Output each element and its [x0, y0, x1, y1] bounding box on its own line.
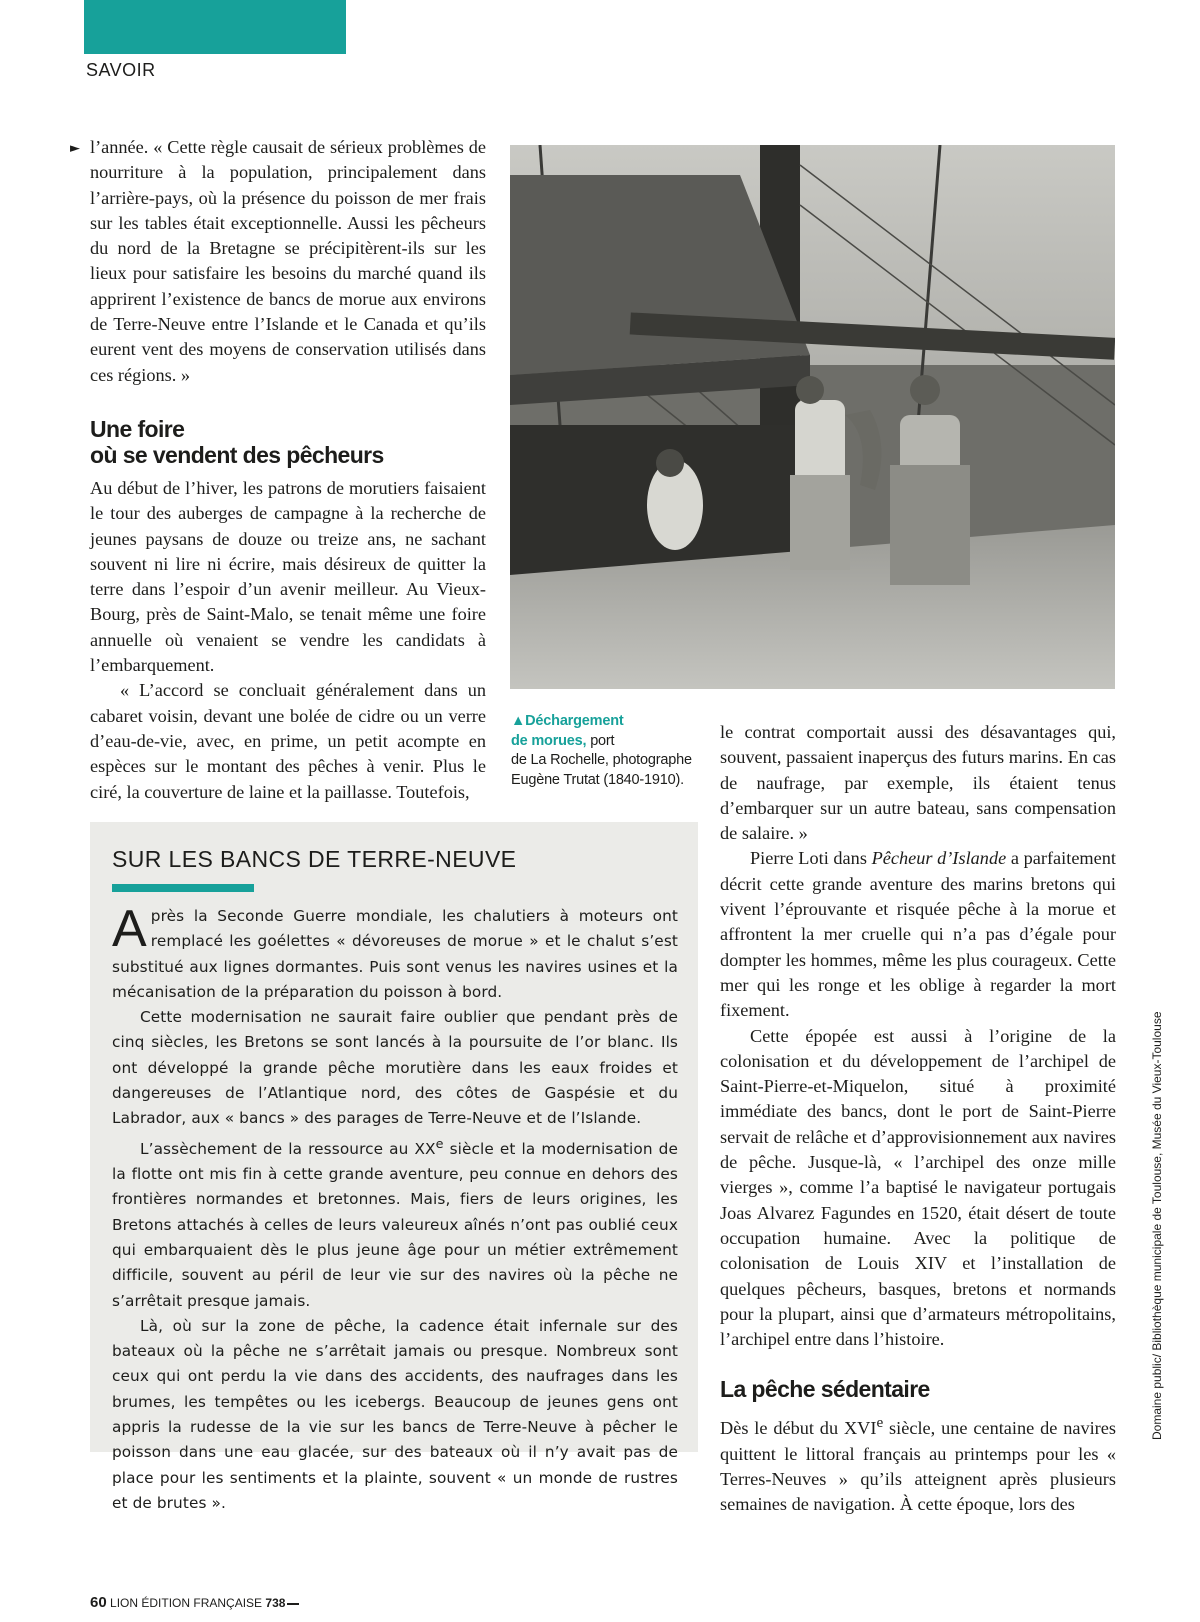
box-paragraph-1 — [112, 900, 678, 1005]
photo-credit: Domaine public/ Bibliothèque municipale de Toulouse, Musée du Vieux-Toulouse — [1150, 1011, 1164, 1440]
p4-text-before: Dès le début du — [720, 1418, 844, 1439]
left-paragraph-1: l’année. « Cette règle causait de sérieux problèmes de nourriture à la population, principalement dans l’arrière-pays, où la présence du poisson de mer frais sur les tables était exceptionnelle. Aussi les pêcheurs du nord de la Bretagne se précipitèrent-ils sur les lieux pour satisfaire les besoins du marché quand ils apprirent l’existence de bancs de morue aux environs de Terre-Neuve entre l’Islande et le Canada et qu’ils eurent vent des moyens de conservation utilisés dans ces régions. » — [90, 137, 486, 385]
caption-tail: port — [586, 732, 615, 749]
left-column — [90, 135, 486, 805]
subhead-foire-line1: Une foire — [90, 415, 185, 442]
book-title: Pêcheur d’Islande — [871, 848, 1007, 869]
continuation-arrow-icon: ► — [70, 141, 80, 156]
photo-illustration — [510, 145, 1115, 689]
box-paragraph-3 — [112, 1132, 678, 1314]
dropcap: A — [112, 900, 147, 958]
caption-head-line1: Déchargement — [525, 713, 624, 729]
right-paragraph-3: Cette épopée est aussi à l’origine de la colonisation et du développement de l’archipel de Saint-Pierre-et-Miquelon, situé à proximité immédiate des bancs, dont le port de Saint-Pierre servait de relâche et d’approvisionnement aux navires de pêche. Jusque-là, « l’archipel des onze mille vierges », comme l’a baptisé le navigateur portugais Joas Alvarez Fagundes en 1520, était désert de toute occupation humaine. Avec la politique de colonisation de Louis XIV et l’installation de quelques pêcheurs, basques, bretons et normands pour la plupart, ainsi que d’armateurs métropolitains, l’archipel entre dans l’histoire. — [720, 1025, 1116, 1350]
right-paragraph-2 — [720, 846, 1116, 1023]
loti-text-after: a parfaitement décrit cette grande aventure des marins bretons qui vivent l’éprouvante et risquée pêche à la morue et affrontent la mer cruelle qui n’a pas d’égale pour dompter les hommes, même les plus courageux. Cette mer qui les ronge et les oblige à regarder la mort fixement. — [720, 848, 1116, 1021]
box-paragraph-1-text: près la Seconde Guerre mondiale, les chalutiers à moteurs ont remplacé les goélettes « dévoreuses de morue » et le chalut s’est substitué aux lignes dormantes. Puis sont venus les navires usines et la mécanisation de la préparation du poisson à bord. — [112, 907, 678, 1001]
right-paragraph-1: le contrat comportait aussi des désavantages qui, souvent, passaient inaperçus des futurs marins. En cas de naufrage, par exemple, ils étaient tenus d’embarquer sur un autre bateau, sans compensation de salaire. » — [720, 722, 1116, 844]
header-accent-bar — [84, 0, 346, 54]
box-paragraph-4: Là, où sur la zone de pêche, la cadence était infernale sur des bateaux où la pêche ne s’arrêtait jamais ou presque. Nombreux sont ceux qui ont perdu la vie dans des accidents, des naufrages dans les brumes, les tempêtes ou les icebergs. Beaucoup de jeunes gens ont appris la rudesse de la vie sur les bancs de Terre-Neuve à pêcher le poisson dans une eau glacée, sur des bateaux où il n’y avait pas de place pour les sentiments et la plainte, souvent « un monde de rustres et de brutes ». — [112, 1316, 678, 1512]
box-p3-sup: e — [435, 1136, 444, 1152]
box-paragraph-2: Cette modernisation ne saurait faire oublier que pendant près de cinq siècles, les Bretons se sont lancés à la poursuite de l’or blanc. Ils ont développé la grande pêche morutière dans les eaux froides et dangereuses de l’Atlantique nord, des côtes de Gaspésie et du Labrador, aux « bancs » des parages de Terre-Neuve et de l’Islande. — [112, 1008, 678, 1128]
photo-caption — [511, 712, 711, 790]
p4-text-after: siècle, une centaine de navires quittent le littoral français au printemps pour les « Terres-Neuves » qu’ils atteignent après plusieurs semaines de navigation. À cette époque, lors des — [720, 1418, 1116, 1515]
box-text — [112, 900, 678, 1516]
sidebar-box — [90, 822, 698, 1512]
publication-name: LION ÉDITION FRANÇAISE — [110, 1596, 263, 1610]
page-footer — [90, 1594, 299, 1611]
caption-marker-icon: ▲ — [511, 713, 526, 729]
caption-head-line2: de morues, — [511, 732, 587, 749]
century-sup: e — [876, 1414, 884, 1432]
section-label: SAVOIR — [86, 60, 156, 80]
right-paragraph-4 — [720, 1410, 1116, 1517]
issue-number: 738 — [265, 1596, 286, 1610]
caption-line4: Eugène Trutat (1840-1910). — [511, 771, 684, 788]
loti-text-before: Pierre Loti dans — [750, 848, 872, 869]
left-paragraph-2: Au début de l’hiver, les patrons de morutiers faisaient le tour des auberges de campagne à la recherche de jeunes paysans de douze ou treize ans, ne sachant souvent ni lire ni écrire, mais désireux de quitter la terre dans l’espoir d’un avenir meilleur. Au Vieux-Bourg, près de Saint-Malo, se tenait même une foire annuelle où venaient se vendre les candidats à l’embarquement. — [90, 477, 486, 676]
footer-dash — [287, 1603, 299, 1605]
box-p3-after: siècle et la modernisation de la flotte ont mis fin à cette grande aventure, peu connue en dehors des frontières normandes et bretonnes. Mais, fiers de leurs origines, les Bretons attachés à celles de leurs valeureux aînés n’ont pas oublié ceux qui embarquaient dès le plus jeune âge pour un métier extrêmement difficile, souvent au péril de leur vie sur des navires où la pêche ne s’arrêtait presque jamais. — [112, 1139, 678, 1310]
box-title: SUR LES BANCS DE TERRE-NEUVE — [112, 846, 517, 872]
subhead-foire — [90, 416, 486, 468]
left-paragraph-3: « L’accord se concluait généralement dans un cabaret voisin, devant une bolée de cidre ou un verre d’eau-de-vie, avec, en prime, un petit acompte en espèces sur le montant des pêches à venir. Plus le ciré, la couverture de laine et la paillasse. Toutefois, — [90, 680, 486, 802]
box-title-rule — [112, 884, 254, 892]
caption-line3: de La Rochelle, photographe — [511, 752, 692, 768]
box-p3-before: L’assèchement de la ressource au XX — [140, 1139, 436, 1158]
historic-photo — [510, 145, 1115, 689]
subhead-foire-line2: où se vendent des pêcheurs — [90, 441, 384, 468]
century-numeral: XVI — [843, 1418, 877, 1439]
right-column — [720, 720, 1116, 1518]
page-number: 60 — [90, 1594, 107, 1611]
subhead-peche-sedentaire: La pêche sédentaire — [720, 1376, 930, 1403]
